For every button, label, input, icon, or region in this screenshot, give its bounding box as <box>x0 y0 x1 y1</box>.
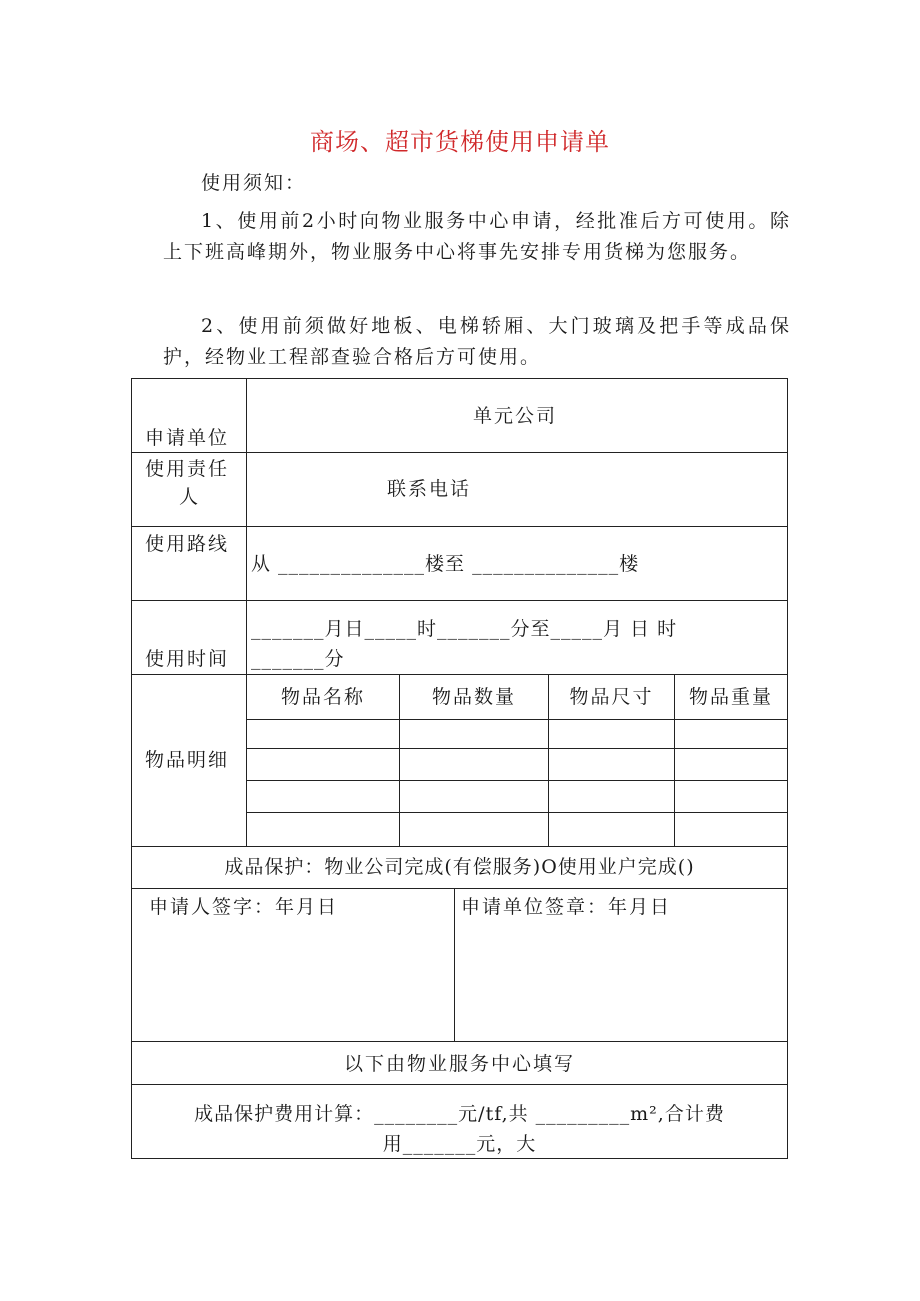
fee-calculation-cont: 用_______元，大 <box>382 1133 537 1155</box>
time-value: _______月日_____时_______分至_____月 日 时 <box>251 618 678 640</box>
notice-heading: 使用须知： <box>201 172 307 194</box>
row-divider <box>131 674 788 675</box>
rule-2: 2、使用前须做好地板、电梯轿厢、大门玻璃及把手等成品保护，经物业工程部查验合格后方可使用。 <box>163 315 791 368</box>
signature-divider <box>454 888 455 1041</box>
applicant-unit-label: 申请单位 <box>145 427 230 449</box>
form-border-top <box>131 378 788 379</box>
page-title: 商场、超市货梯使用申请单 <box>310 128 610 156</box>
unit-seal: 申请单位签章：年月日 <box>461 896 672 918</box>
protection-option: 成品保护：物业公司完成(有偿服务)O使用业户完成() <box>224 856 695 878</box>
row-divider <box>131 600 788 601</box>
route-value: 从 ______________楼至 ______________楼 <box>251 553 640 575</box>
items-label: 物品明细 <box>145 749 230 771</box>
property-fill-heading: 以下由物业服务中心填写 <box>343 1053 575 1075</box>
item-weight-header: 物品重量 <box>688 686 773 708</box>
row-divider <box>131 452 788 453</box>
item-name-header: 物品名称 <box>280 686 365 708</box>
row-divider <box>131 888 788 889</box>
route-label: 使用路线 <box>145 533 230 555</box>
rule-1: 1、使用前2小时向物业服务中心申请，经批准后方可使用。除上下班高峰期外，物业服务中心将事先安排专用货梯为您服务。 <box>163 210 791 263</box>
row-divider <box>131 846 788 847</box>
responsible-person-label: 使用责任 <box>145 458 230 480</box>
items-row-divider <box>246 748 788 749</box>
application-form <box>131 378 788 1159</box>
items-header-divider <box>246 719 788 720</box>
row-divider <box>131 1084 788 1085</box>
row-divider <box>131 1041 788 1042</box>
label-column-divider <box>246 378 247 846</box>
contact-phone-label: 联系电话 <box>387 478 472 500</box>
fee-calculation: 成品保护费用计算：________元/tf,共 _________m²,合计费 <box>194 1103 725 1125</box>
item-size-header: 物品尺寸 <box>569 686 654 708</box>
applicant-signature: 申请人签字：年月日 <box>149 896 339 918</box>
form-border-bottom <box>131 1158 788 1159</box>
time-value-cont: _______分 <box>251 648 345 670</box>
items-row-divider <box>246 812 788 813</box>
item-quantity-header: 物品数量 <box>431 686 516 708</box>
applicant-unit-value: 单元公司 <box>473 405 558 427</box>
time-label: 使用时间 <box>145 648 230 670</box>
row-divider <box>131 526 788 527</box>
items-row-divider <box>246 780 788 781</box>
responsible-person-label-cont: 人 <box>179 486 201 508</box>
